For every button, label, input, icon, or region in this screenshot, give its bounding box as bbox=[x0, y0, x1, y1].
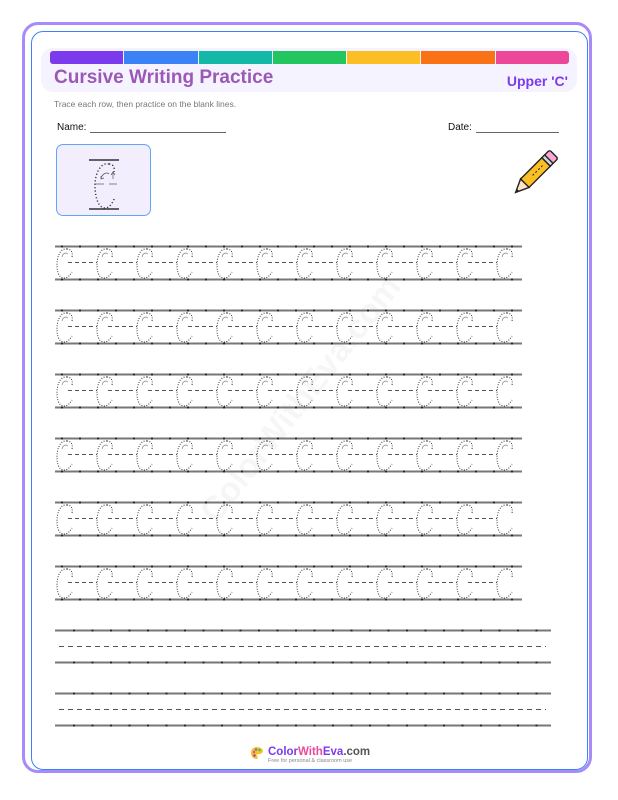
date-label: Date: bbox=[448, 122, 472, 133]
trace-row bbox=[55, 245, 522, 281]
trace-row bbox=[55, 373, 522, 409]
sample-letter-box bbox=[56, 144, 151, 216]
stripe-3 bbox=[199, 51, 272, 64]
stripe-6 bbox=[421, 51, 494, 64]
page-title: Cursive Writing Practice bbox=[54, 67, 274, 88]
stripe-4 bbox=[273, 51, 346, 64]
date-underline[interactable] bbox=[476, 132, 559, 133]
instructions-text: Trace each row, then practice on the blank lines. bbox=[54, 99, 237, 109]
trace-row bbox=[55, 565, 522, 601]
rainbow-stripes bbox=[50, 51, 569, 64]
trace-row bbox=[55, 309, 522, 345]
letter-subtitle: Upper 'C' bbox=[506, 73, 568, 89]
stripe-1 bbox=[50, 51, 123, 64]
stripe-7 bbox=[496, 51, 569, 64]
stripe-2 bbox=[124, 51, 197, 64]
trace-row bbox=[55, 501, 522, 537]
blank-practice-row[interactable] bbox=[55, 692, 551, 728]
brand-tagline: Free for personal & classroom use bbox=[268, 758, 353, 764]
brand-name: ColorWithEva.com bbox=[268, 746, 371, 758]
trace-row bbox=[55, 437, 522, 473]
name-field[interactable] bbox=[57, 122, 226, 133]
name-underline[interactable] bbox=[90, 132, 226, 133]
footer-brand bbox=[250, 746, 370, 765]
palette-icon bbox=[250, 746, 264, 760]
name-label: Name: bbox=[57, 122, 87, 133]
dotted-cursive-C-icon bbox=[57, 145, 152, 217]
pencil-icon bbox=[508, 148, 560, 200]
stripe-5 bbox=[347, 51, 420, 64]
date-field[interactable] bbox=[448, 122, 559, 133]
blank-practice-row[interactable] bbox=[55, 629, 551, 665]
